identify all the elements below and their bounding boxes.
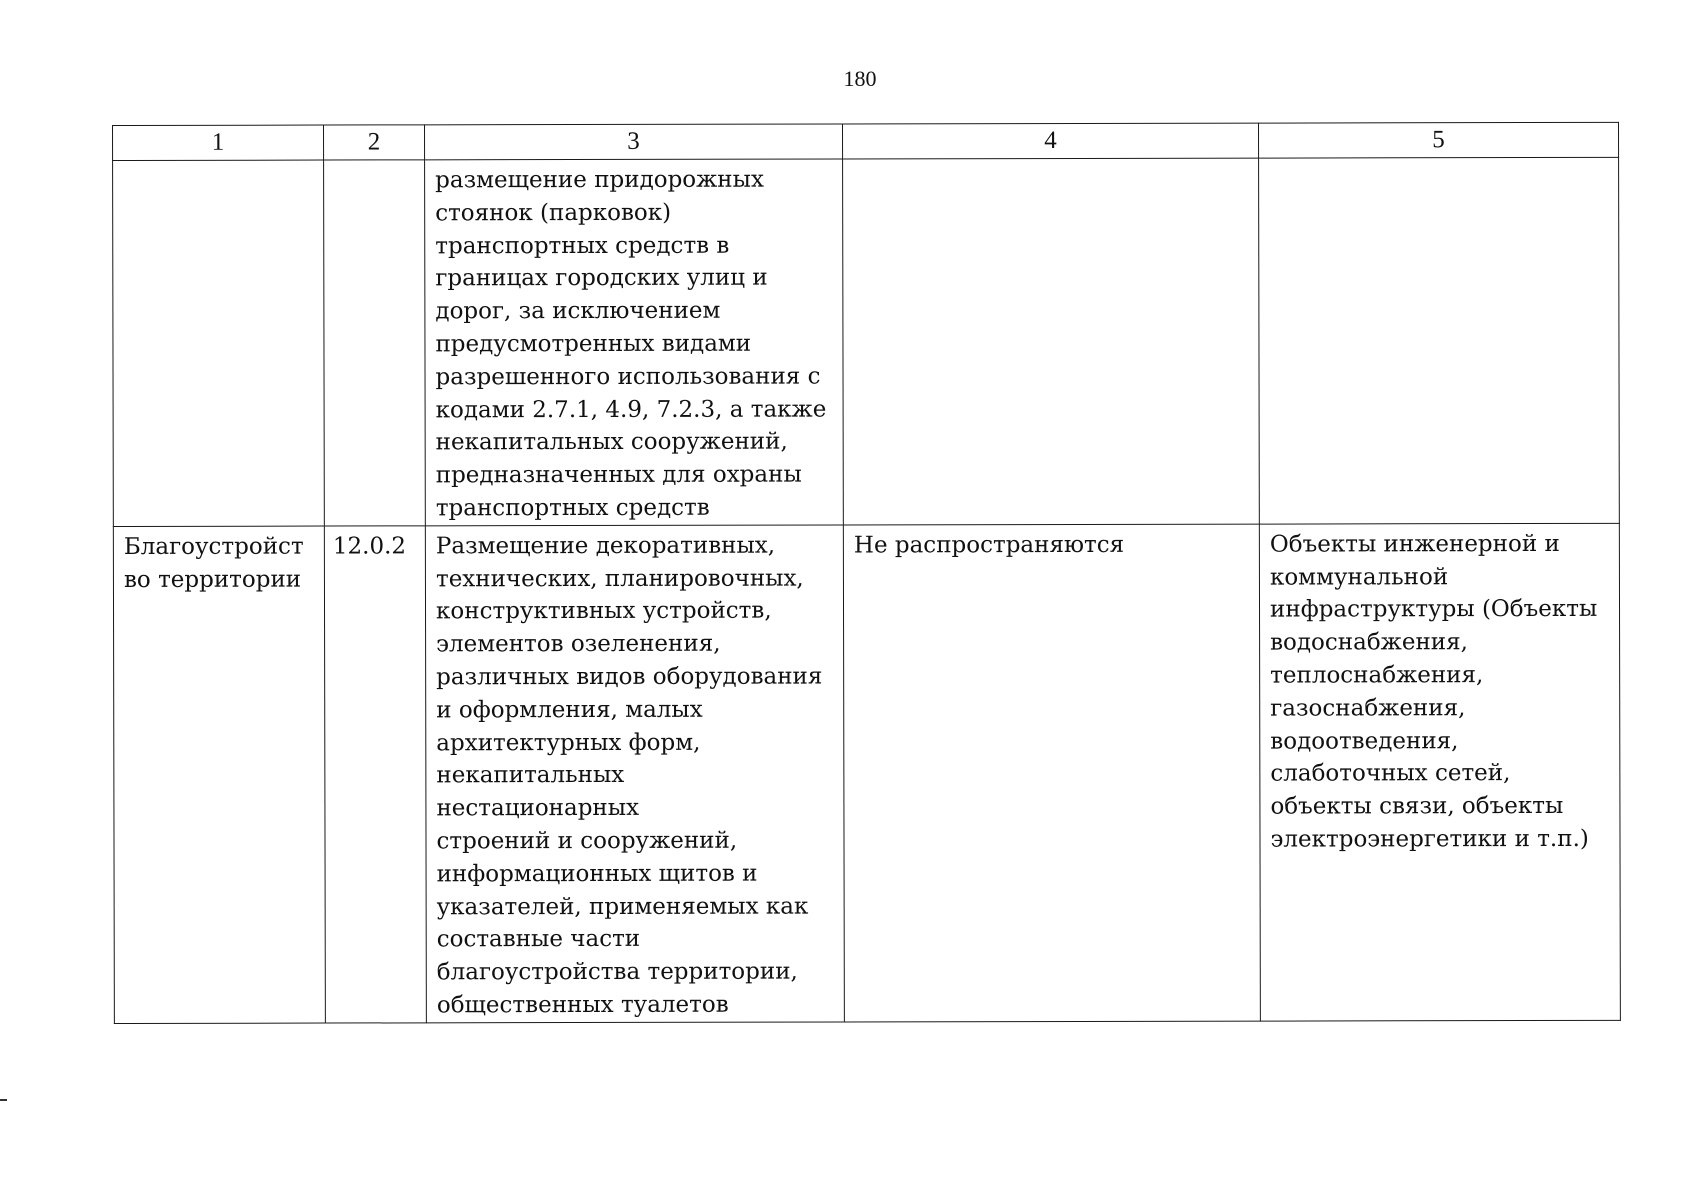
table-row bbox=[113, 523, 1620, 1023]
limits-cell: Не распространяются bbox=[843, 524, 1260, 1022]
auxiliary-uses-cell: Объекты инженерной и коммунальной инфраструктуры (Объекты водоснабжения, теплоснабжения, газоснабжения, водоотведения, слаботочных сетей, объекты связи, объекты электроэнергетики и т.п.) bbox=[1259, 523, 1620, 1021]
table-header-row bbox=[113, 122, 1619, 160]
use-code-cell bbox=[324, 160, 426, 526]
use-code-cell: 12.0.2 bbox=[324, 526, 426, 1023]
column-header-3: 3 bbox=[425, 124, 843, 160]
column-header-1: 1 bbox=[113, 125, 324, 160]
use-name-cell bbox=[113, 160, 325, 526]
scan-mark bbox=[0, 1099, 7, 1101]
regulations-table bbox=[112, 122, 1621, 1024]
use-description-cell: Размещение декоративных, технических, планировочных, конструктивных устройств, элементов озеленения, различных видов оборудования и оформления, малых архитектурных форм, некапитальных нестационарных строений и сооружений, информационных щитов и указателей, применяемых как составные части благоустройства территории, общественных туалетов bbox=[425, 525, 844, 1023]
use-name-cell: Благоустройст во территории bbox=[113, 526, 325, 1023]
column-header-2: 2 bbox=[324, 125, 425, 160]
use-description-cell: размещение придорожных стоянок (парковок) транспортных средств в границах городских улиц и дорог, за исключением предусмотренных видами разрешенного использования с кодами 2.7.1, 4.9, 7.2.3, а также некапитальных сооружений, предназначенных для охраны транспортных средств bbox=[425, 159, 844, 526]
table-row bbox=[113, 157, 1620, 526]
limits-cell bbox=[843, 158, 1260, 525]
column-header-5: 5 bbox=[1258, 122, 1618, 158]
page-number: 180 bbox=[843, 66, 877, 91]
auxiliary-uses-cell bbox=[1259, 157, 1620, 524]
column-header-4: 4 bbox=[842, 123, 1258, 159]
